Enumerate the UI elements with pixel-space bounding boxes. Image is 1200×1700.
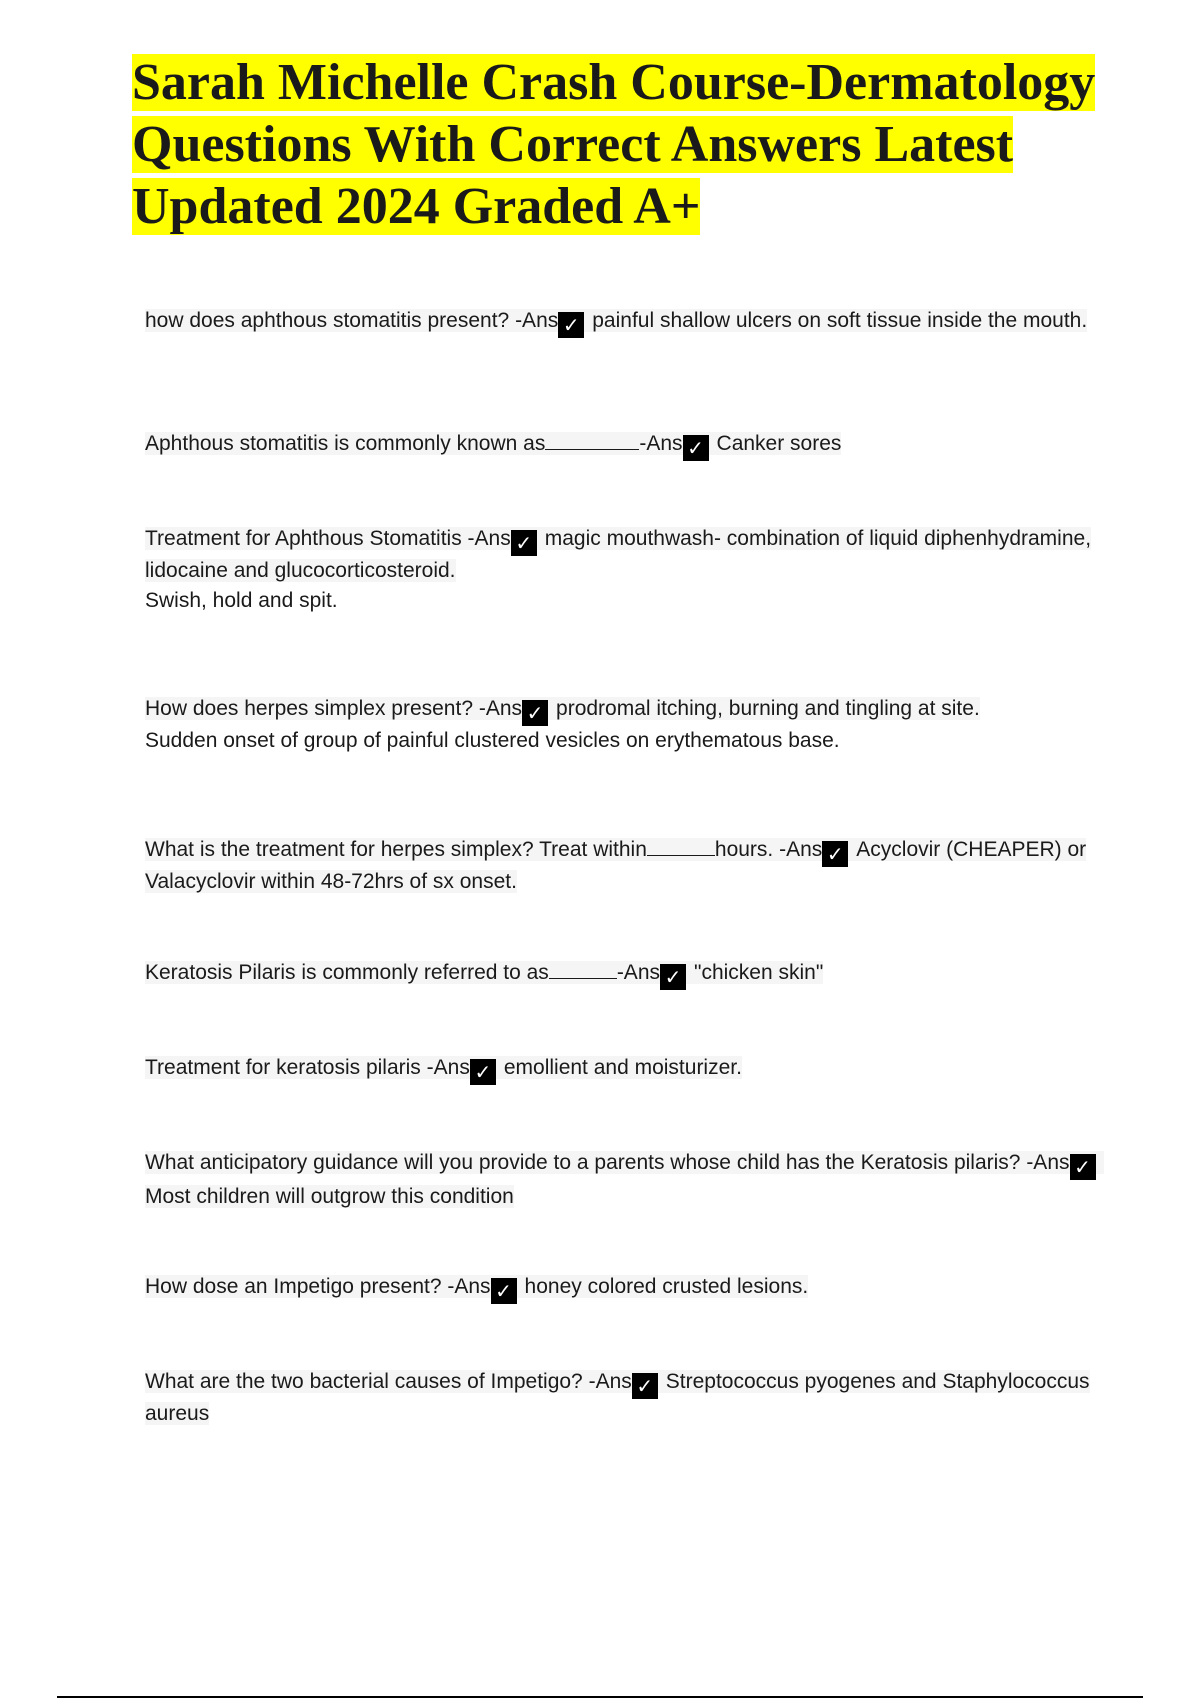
answer-text: Most children will outgrow this condition	[145, 1185, 514, 1208]
checkmark-icon: ✓	[558, 312, 584, 338]
qa-text	[145, 697, 980, 725]
question-text: Aphthous stomatitis is commonly known as	[145, 432, 546, 455]
checkmark-icon: ✓	[511, 530, 537, 556]
checkmark-icon: ✓	[522, 700, 548, 726]
question-text: how does aphthous stomatitis present?	[145, 309, 516, 332]
checkmark-icon: ✓	[632, 1373, 658, 1399]
checkmark-icon: ✓	[683, 435, 709, 461]
qa-item	[145, 694, 1105, 756]
checkmark-icon: ✓	[1070, 1154, 1096, 1180]
question-text-after: hours.	[714, 838, 780, 861]
footer-rule	[57, 1696, 1143, 1698]
answer-blank	[549, 960, 617, 979]
question-text: Keratosis Pilaris is commonly referred to as	[145, 961, 549, 984]
checkmark-icon: ✓	[491, 1278, 517, 1304]
document-title	[132, 52, 1182, 238]
checkmark-icon: ✓	[660, 964, 686, 990]
qa-text	[145, 1151, 1104, 1208]
question-text: Treatment for Aphthous Stomatitis	[145, 527, 468, 550]
qa-item	[145, 1367, 1105, 1429]
qa-item	[145, 958, 1105, 990]
answer-text: Streptococcus pyogenes and Staphylococcus aureus	[145, 1370, 1090, 1425]
qa-item	[145, 835, 1105, 897]
answer-marker: -Ans	[447, 1275, 491, 1298]
qa-text	[145, 1056, 742, 1084]
title-line: Updated 2024 Graded A+	[132, 178, 701, 235]
answer-continuation: Swish, hold and spit.	[145, 589, 338, 612]
title-line: Sarah Michelle Crash Course-Dermatology	[132, 54, 1096, 111]
question-text: How does herpes simplex present?	[145, 697, 479, 720]
answer-text: prodromal itching, burning and tingling at site.	[556, 697, 980, 720]
question-text: What anticipatory guidance will you provide to a parents whose child has the Keratosis pilaris?	[145, 1151, 1027, 1174]
answer-text: painful shallow ulcers on soft tissue inside the mouth.	[592, 309, 1088, 332]
question-text: How dose an Impetigo present?	[145, 1275, 448, 1298]
answer-marker: -Ans	[515, 309, 559, 332]
answer-blank	[545, 431, 639, 450]
qa-item	[145, 429, 1105, 461]
answer-text: "chicken skin"	[694, 961, 824, 984]
qa-item	[145, 524, 1105, 616]
answer-blank	[647, 837, 715, 856]
qa-text	[145, 309, 1088, 337]
answer-text: honey colored crusted lesions.	[524, 1275, 809, 1298]
qa-text	[145, 432, 842, 460]
qa-text	[145, 1370, 1090, 1425]
answer-marker: -Ans	[478, 697, 523, 720]
answer-text: magic mouthwash- combination of liquid diphenhydramine, lidocaine and glucocorticosteroid.	[145, 527, 1092, 582]
answer-text: Acyclovir (CHEAPER) or Valacyclovir within 48-72hrs of sx onset.	[145, 838, 1087, 893]
question-text: Treatment for keratosis pilaris	[145, 1056, 427, 1079]
answer-text: Canker sores	[716, 432, 842, 455]
answer-continuation: Sudden onset of group of painful clustered vesicles on erythematous base.	[145, 729, 840, 752]
checkmark-icon: ✓	[822, 841, 848, 867]
answer-marker: -Ans	[616, 961, 660, 984]
answer-text: emollient and moisturizer.	[503, 1056, 742, 1079]
question-text: What are the two bacterial causes of Impetigo?	[145, 1370, 589, 1393]
question-text: What is the treatment for herpes simplex? Treat within	[145, 838, 647, 861]
answer-marker: -Ans	[639, 432, 683, 455]
qa-item	[145, 1146, 1105, 1213]
answer-marker: -Ans	[1026, 1151, 1070, 1174]
answer-marker: -Ans	[467, 527, 511, 550]
qa-item	[145, 306, 1105, 338]
qa-item	[145, 1053, 1105, 1085]
answer-marker: -Ans	[779, 838, 823, 861]
qa-item	[145, 1272, 1105, 1304]
checkmark-icon: ✓	[470, 1059, 496, 1085]
title-line: Questions With Correct Answers Latest	[132, 116, 1014, 173]
answer-marker: -Ans	[426, 1056, 470, 1079]
qa-text	[145, 961, 824, 989]
answer-marker: -Ans	[588, 1370, 632, 1393]
qa-text	[145, 838, 1086, 893]
qa-text	[145, 1275, 809, 1303]
qa-text	[145, 527, 1091, 582]
